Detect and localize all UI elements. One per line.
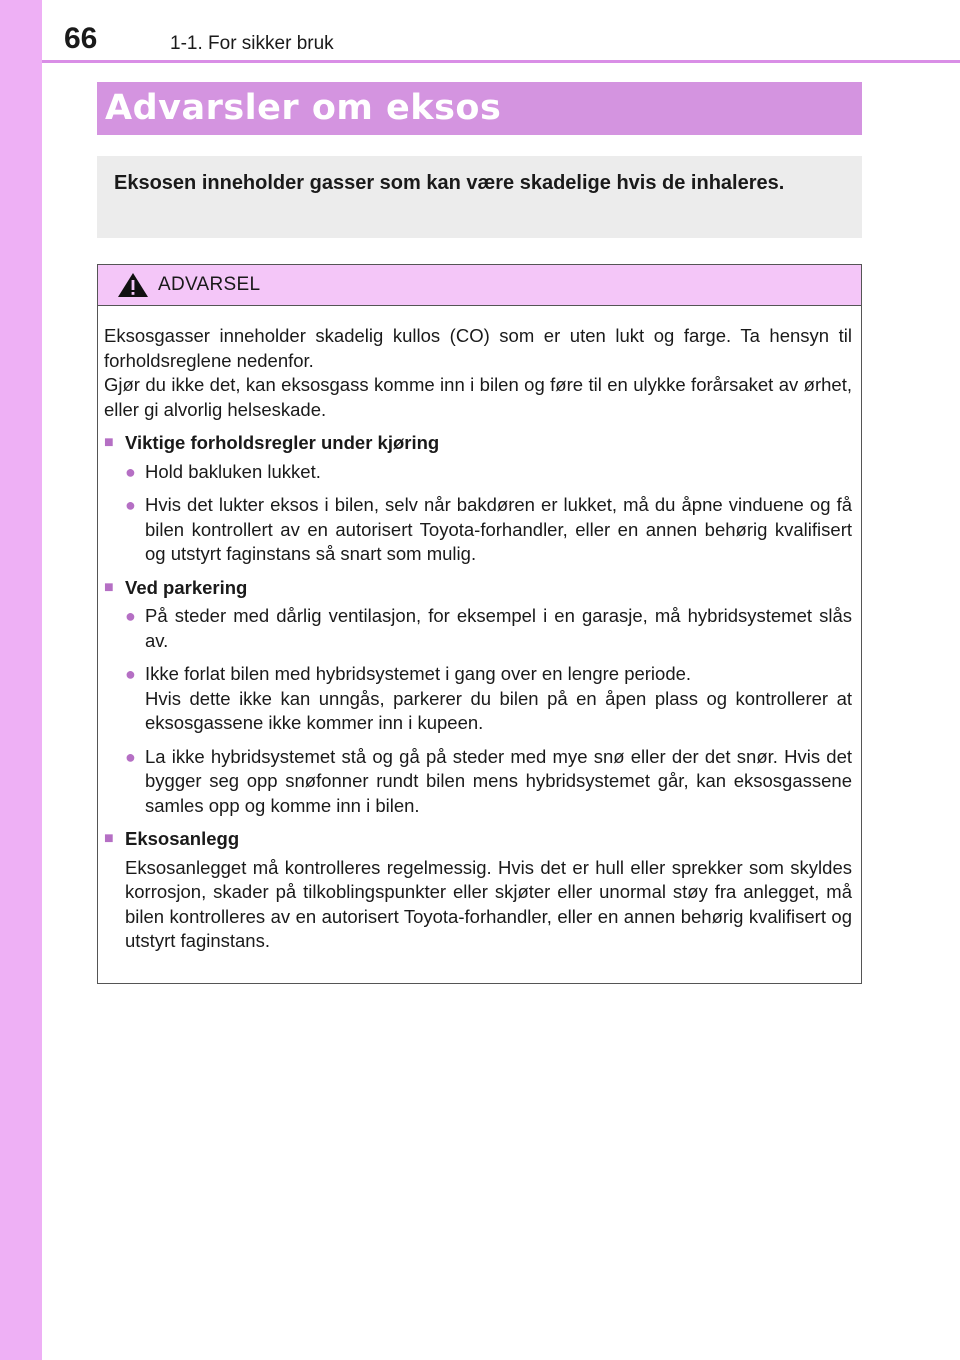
warning-triangle-icon bbox=[117, 272, 149, 298]
section-heading: ■ Ved parkering bbox=[104, 576, 852, 601]
section-text: Eksosanlegget må kontrolleres regelmessig. Hvis det er hull eller sprekker som skyldes korrosjon, skader på tilkoblingspunkter eller skjøter eller unormal støy fra anlegget, må bilen kontrolleres av en autorisert Toyota-forhandler, eller en annen behørig kvalifisert og utstyrt faginstans. bbox=[125, 856, 852, 951]
circle-bullet-icon: ● bbox=[125, 746, 136, 767]
square-bullet-icon: ■ bbox=[104, 434, 114, 451]
circle-bullet-icon: ● bbox=[125, 664, 136, 684]
section-heading: ■ Viktige forholdsregler under kjøring bbox=[104, 431, 852, 456]
warning-intro-p1: Eksosgasser inneholder skadelig kullos (CO) som er uten lukt og farge. Ta hensyn til forholdsreglene nedenfor. bbox=[104, 325, 852, 371]
circle-bullet-icon: ● bbox=[125, 606, 136, 626]
list-item: ● Hold bakluken lukket. bbox=[104, 460, 852, 485]
header-rule bbox=[42, 60, 960, 63]
title-bar bbox=[97, 82, 862, 135]
circle-bullet-icon: ● bbox=[125, 461, 136, 482]
warning-header bbox=[98, 265, 861, 306]
intro-box: Eksosen inneholder gasser som kan være skadelige hvis de inhaleres. bbox=[97, 156, 862, 238]
square-bullet-icon: ■ bbox=[104, 578, 114, 596]
list-item: ● La ikke hybridsystemet stå og gå på steder med mye snø eller der det snør. Hvis det bygger seg opp snøfonner rundt bilen mens hybridsystemet går, kan eksosgassene samles opp og komme inn i bilen. bbox=[104, 745, 852, 819]
list-item: ● På steder med dårlig ventilasjon, for eksempel i en garasje, må hybridsystemet slås av. bbox=[104, 604, 852, 653]
circle-bullet-icon: ● bbox=[125, 495, 136, 515]
warning-body bbox=[98, 306, 861, 954]
page-number: 66 bbox=[64, 22, 98, 55]
list-item: ● Hvis det lukter eksos i bilen, selv når bakdøren er lukket, må du åpne vinduene og få bilen kontrollert av en autorisert Toyota-forhandler, eller en annen behørig kvalifisert og utstyrt faginstans så snart som mulig. bbox=[104, 493, 852, 567]
side-color-strip bbox=[0, 0, 42, 1360]
list-item-text: Ikke forlat bilen med hybridsystemet i gang over en lengre periode. bbox=[145, 663, 692, 684]
page-title: Advarsler om eksos bbox=[105, 88, 502, 128]
list-item bbox=[104, 662, 852, 736]
section-heading: ■ Eksosanlegg bbox=[104, 827, 852, 852]
warning-intro-p2: Gjør du ikke det, kan eksosgass komme inn i bilen og føre til en ulykke forårsaket av ørhet, eller gi alvorlig helseskade. bbox=[104, 374, 852, 420]
list-item-extra: Hvis dette ikke kan unngås, parkerer du bilen på en åpen plass og kontrollerer at eksosgassene ikke kommer inn i kupeen. bbox=[145, 687, 852, 733]
square-bullet-icon: ■ bbox=[104, 830, 114, 847]
warning-box bbox=[97, 264, 862, 984]
warning-label: ADVARSEL bbox=[158, 274, 261, 295]
section-label: 1-1. For sikker bruk bbox=[170, 33, 334, 54]
